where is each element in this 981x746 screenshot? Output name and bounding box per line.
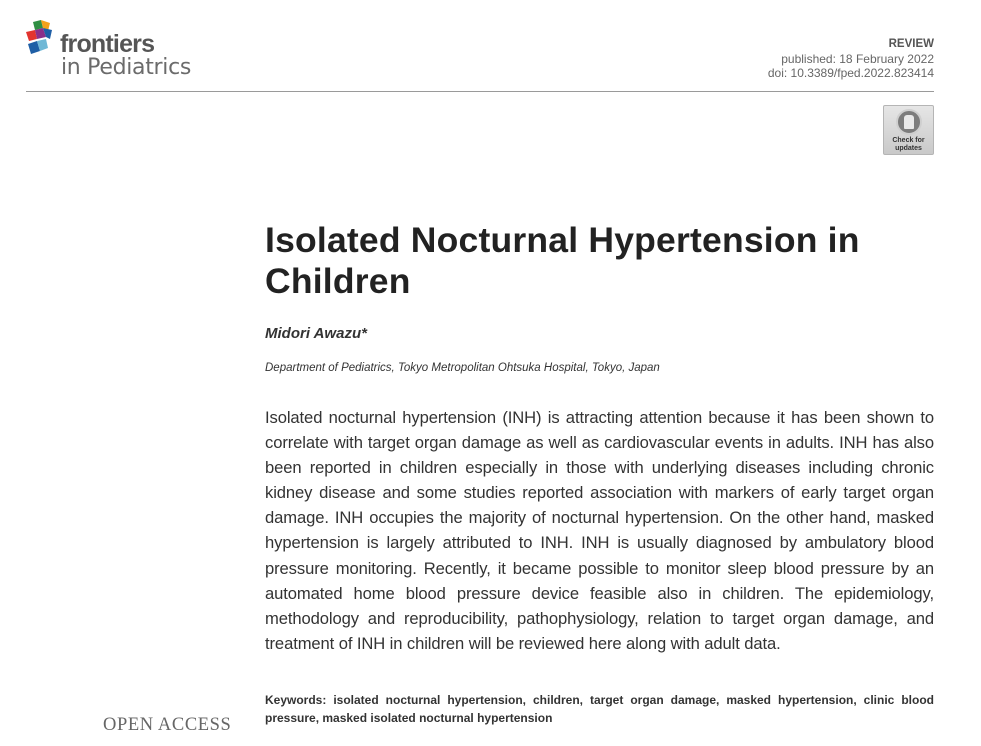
header-divider — [26, 91, 934, 92]
check-updates-line2: updates — [895, 144, 922, 152]
author-name[interactable]: Midori Awazu* — [265, 325, 367, 342]
logo-wordmark-journal: in Pediatrics — [61, 55, 192, 80]
article-title: Isolated Nocturnal Hypertension in Children — [265, 220, 860, 301]
frontiers-cube-logo-icon — [24, 20, 60, 60]
article-type: REVIEW — [888, 38, 934, 50]
check-updates-line1: Check for — [892, 137, 925, 144]
check-for-updates-label — [884, 137, 933, 152]
abstract: Isolated nocturnal hypertension (INH) is attracting attention because it has been shown to correlate with target organ damage as well as cardiovascular events in adults. INH has also been reported in children especially in those with underlying diseases including chronic kidney disease and some studies reported association with markers of early target organ damage. INH occupies the majority of nocturnal hypertension. On the other hand, masked hypertension is largely attributed to INH. INH is usually diagnosed by ambulatory blood pressure monitoring. Recently, it became possible to monitor sleep blood pressure by an automated home blood pressure device feasible also in children. The epidemiology, methodology and reproducibility, pathophysiology, relation to target organ damage, and treatment of INH in children will be reviewed here along with adult data. — [265, 408, 934, 653]
logo-wordmark-frontiers: frontiers — [60, 30, 155, 58]
published-date: published: 18 February 2022 — [781, 51, 934, 66]
check-for-updates-button[interactable] — [883, 105, 934, 155]
doi[interactable]: doi: 10.3389/fped.2022.823414 — [767, 66, 934, 80]
author-affiliation: Department of Pediatrics, Tokyo Metropolitan Ohtsuka Hospital, Tokyo, Japan — [265, 362, 660, 374]
journal-logo[interactable] — [24, 20, 204, 80]
bookmark-icon — [896, 109, 922, 135]
keywords: Keywords: isolated nocturnal hypertension, children, target organ damage, masked hypertension, clinic blood pressure, masked isolated nocturnal hypertension — [265, 693, 934, 725]
open-access-label: OPEN ACCESS — [103, 715, 232, 735]
article-meta — [768, 37, 934, 81]
